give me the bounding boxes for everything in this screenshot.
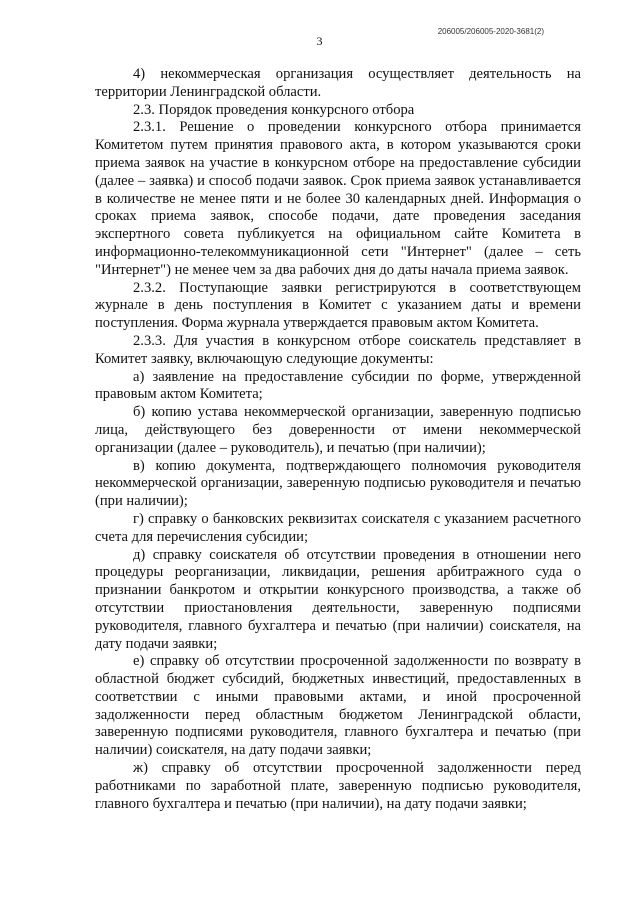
list-item-v: в) копию документа, подтверждающего полномочия руководителя некоммерческой организации, заверенную подписью руководителя и печатью (при наличии); (95, 457, 581, 510)
paragraph-2-3-3: 2.3.3. Для участия в конкурсном отборе соискатель представляет в Комитет заявку, включающую следующие документы: (95, 332, 581, 367)
paragraph-2-3-1: 2.3.1. Решение о проведении конкурсного отбора принимается Комитетом путем принятия правового акта, в котором указываются сроки приема заявок на участие в конкурсном отборе на предоставление субсидии (далее – заявка) и способ подачи заявок. Срок приема заявок устанавливается в количестве не менее пяти и не более 30 календарных дней. Информация о сроках приема заявок, способе подачи, дате проведения заседания экспертного совета публикуется на официальном сайте Комитета в информационно-телекоммуникационной сети "Интернет" (далее – сеть "Интернет") не менее чем за два рабочих дня до даты начала приема заявок. (95, 119, 581, 278)
paragraph-item-4-location: 4) некоммерческая организация осуществляет деятельность на территории Ленинградской области. (95, 66, 581, 100)
list-item-zh: ж) справку об отсутствии просроченной задолженности перед работниками по заработной плате, заверенную подписью руководителя, главного бухгалтера и печатью (при наличии), на дату подачи заявки; (95, 760, 581, 812)
page-number: 3 (316, 34, 323, 48)
document-body (95, 66, 581, 813)
section-heading-2-3: 2.3. Порядок проведения конкурсного отбора (133, 101, 415, 118)
list-item-g: г) справку о банковских реквизитах соискателя с указанием расчетного счета для перечисления субсидии; (95, 510, 581, 545)
paragraph-2-3-2: 2.3.2. Поступающие заявки регистрируются в соответствующем журнале в день поступления в Комитет с указанием даты и времени поступления. Форма журнала утверждается правовым актом Комитета. (95, 279, 581, 332)
list-item-b: б) копию устава некоммерческой организации, заверенную подписью лица, действующего без доверенности от имени некоммерческой организации (далее – руководитель), и печатью (при наличии); (95, 404, 581, 456)
document-registration-number: 206005/206005-2020-3681(2) (437, 27, 544, 36)
list-item-e: е) справку об отсутствии просроченной задолженности по возврату в областной бюджет субсидий, бюджетных инвестиций, предоставленных в соответствии с иными правовыми актами, и иной просроченной задолженности перед областным бюджетом Ленинградской области, заверенную подписями руководителя, главного бухгалтера и печатью (при наличии) соискателя, на дату подачи заявки; (95, 653, 581, 759)
list-item-d: д) справку соискателя об отсутствии проведения в отношении него процедуры реорганизации, ликвидации, решения арбитражного суда о признании банкротом и открытии конкурсного производства, а также об отсутствии приостановления деятельности, заверенную подписями руководителя, главного бухгалтера и печатью (при наличии) соискателя, на дату подачи заявки; (95, 546, 581, 652)
list-item-a: а) заявление на предоставление субсидии по форме, утвержденной правовым актом Комитета; (95, 368, 581, 403)
